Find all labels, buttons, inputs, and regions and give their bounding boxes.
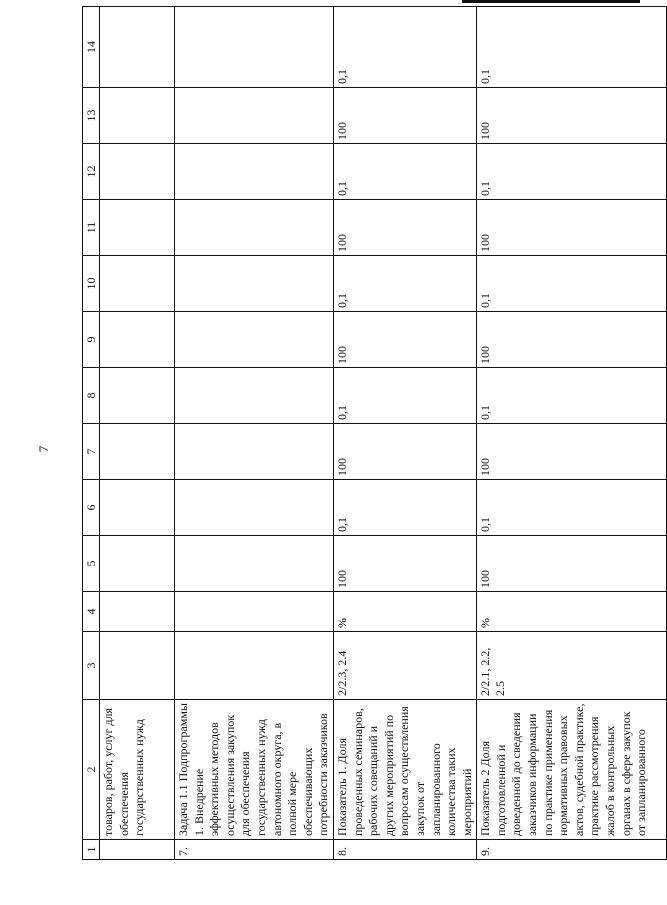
value-cell: 0,1 bbox=[477, 368, 667, 424]
header-cell: 2 bbox=[83, 700, 100, 840]
header-cell: 9 bbox=[83, 312, 100, 368]
value-cell: 0,1 bbox=[477, 7, 667, 88]
indicator-table bbox=[82, 6, 667, 860]
value-cell: 0,1 bbox=[333, 368, 476, 424]
value-cell bbox=[100, 88, 175, 144]
table-row bbox=[333, 7, 476, 860]
value-cell bbox=[175, 480, 334, 536]
row-unit bbox=[100, 592, 175, 632]
value-cell bbox=[100, 7, 175, 88]
header-cell: 10 bbox=[83, 256, 100, 312]
header-cell: 3 bbox=[83, 632, 100, 700]
value-cell: 100 bbox=[477, 200, 667, 256]
value-cell bbox=[175, 424, 334, 480]
value-cell: 100 bbox=[333, 424, 476, 480]
header-cell: 5 bbox=[83, 536, 100, 592]
value-cell: 0,1 bbox=[477, 256, 667, 312]
value-cell bbox=[175, 7, 334, 88]
value-cell bbox=[100, 368, 175, 424]
header-cell: 11 bbox=[83, 200, 100, 256]
value-cell bbox=[175, 256, 334, 312]
row-number: 8. bbox=[333, 840, 476, 860]
row-number: 9. bbox=[477, 840, 667, 860]
value-cell: 0,1 bbox=[333, 256, 476, 312]
row-number bbox=[100, 840, 175, 860]
value-cell: 100 bbox=[477, 536, 667, 592]
value-cell: 100 bbox=[477, 424, 667, 480]
header-cell: 7 bbox=[83, 424, 100, 480]
value-cell bbox=[100, 256, 175, 312]
value-cell bbox=[175, 368, 334, 424]
value-cell: 0,1 bbox=[333, 480, 476, 536]
row-unit: % bbox=[333, 592, 476, 632]
header-cell: 4 bbox=[83, 592, 100, 632]
value-cell bbox=[175, 200, 334, 256]
header-cell: 14 bbox=[83, 7, 100, 88]
row-code bbox=[100, 632, 175, 700]
row-description: Задача 1.1 Подпрограммы 1. Внедрение эффективных методов осуществления закупок для обеспечения государственных нужд автономного округа, в полной мере обеспечивающих потребности заказчиков bbox=[175, 700, 334, 840]
page-number: 7 bbox=[36, 445, 51, 453]
row-description: Показатель 2 Доля подготовленной и доведенной до сведения заказчиков информации по практике применения нормативных правовых актов, судебной практике, практике рассмотрения жалоб в контрольных органах в сфере закупок от запланированного bbox=[477, 700, 667, 840]
value-cell: 100 bbox=[333, 200, 476, 256]
header-cell: 12 bbox=[83, 144, 100, 200]
value-cell bbox=[100, 312, 175, 368]
value-cell bbox=[175, 312, 334, 368]
table-row bbox=[175, 7, 334, 860]
value-cell: 100 bbox=[333, 88, 476, 144]
top-edge-line bbox=[462, 0, 640, 3]
row-description: товаров, работ, услуг для обеспечения государственных нужд bbox=[100, 700, 175, 840]
value-cell: 100 bbox=[477, 312, 667, 368]
row-code: 2/2.1, 2.2, 2.5 bbox=[477, 632, 667, 700]
table-row bbox=[477, 7, 667, 860]
value-cell bbox=[175, 536, 334, 592]
header-row bbox=[83, 7, 100, 860]
header-cell: 13 bbox=[83, 88, 100, 144]
value-cell bbox=[100, 200, 175, 256]
table-row bbox=[100, 7, 175, 860]
header-cell: 6 bbox=[83, 480, 100, 536]
value-cell: 0,1 bbox=[477, 144, 667, 200]
header-cell: 8 bbox=[83, 368, 100, 424]
row-code: 2/2.3, 2.4 bbox=[333, 632, 476, 700]
value-cell: 100 bbox=[333, 536, 476, 592]
row-unit: % bbox=[477, 592, 667, 632]
value-cell bbox=[175, 88, 334, 144]
row-description: Показатель 1. Доля проведенных семинаров, рабочих совещаний и других мероприятий по вопросам осуществления закупок от запланированного количества таких мероприятий bbox=[333, 700, 476, 840]
value-cell bbox=[100, 144, 175, 200]
value-cell: 0,1 bbox=[477, 480, 667, 536]
value-cell: 100 bbox=[333, 312, 476, 368]
row-code bbox=[175, 632, 334, 700]
row-unit bbox=[175, 592, 334, 632]
value-cell bbox=[100, 424, 175, 480]
rotated-table-container bbox=[82, 41, 649, 860]
value-cell: 0,1 bbox=[333, 7, 476, 88]
header-cell: 1 bbox=[83, 840, 100, 860]
row-number: 7. bbox=[175, 840, 334, 860]
value-cell bbox=[100, 536, 175, 592]
value-cell: 100 bbox=[477, 88, 667, 144]
value-cell: 0,1 bbox=[333, 144, 476, 200]
value-cell bbox=[100, 480, 175, 536]
value-cell bbox=[175, 144, 334, 200]
